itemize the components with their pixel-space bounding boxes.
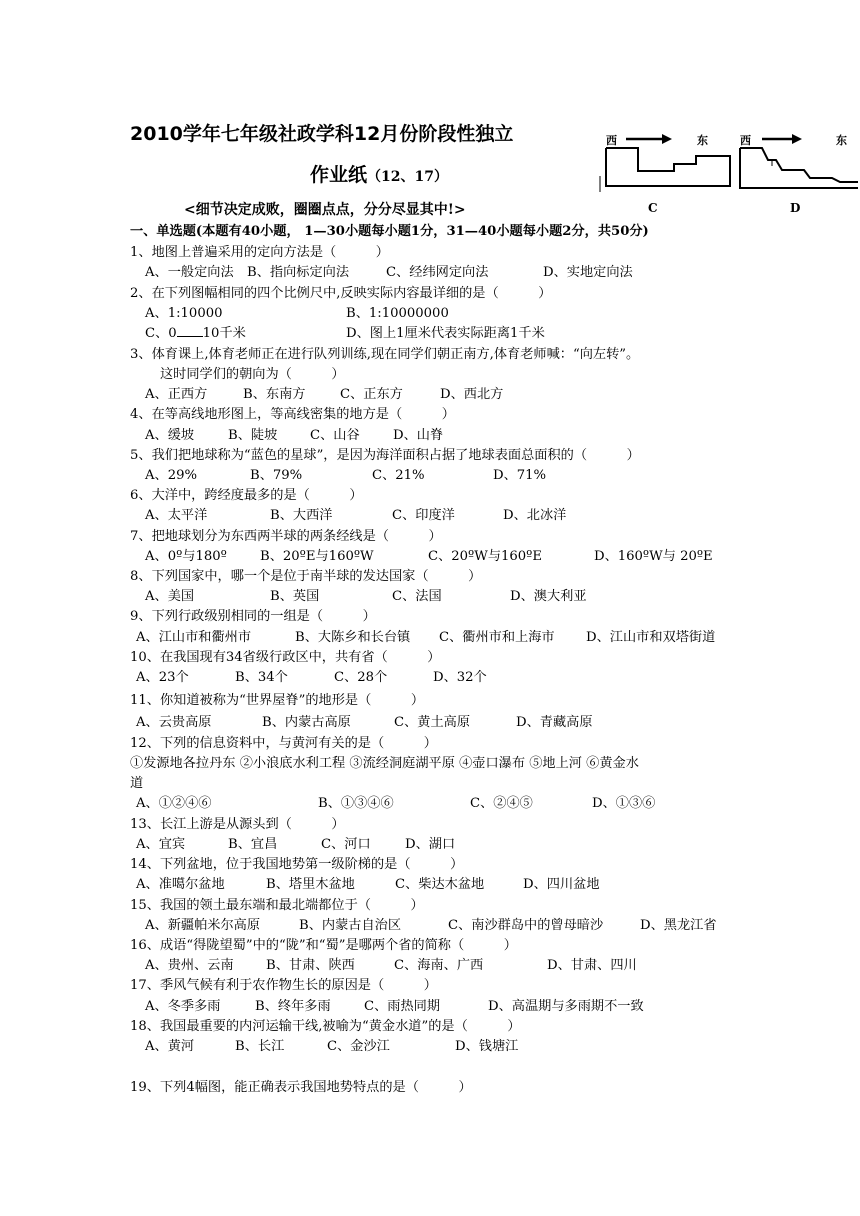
q17-option-a: A、冬季多雨 [145,999,221,1014]
q9-option-c: C、衢州市和上海市 [439,630,555,645]
q8-option-d: D、澳大利亚 [510,589,587,604]
page-subtitle [310,160,448,187]
q6-option-d: D、北冰洋 [503,508,567,523]
q16-option-c: C、海南、广西 [394,958,484,973]
q14-option-d: D、四川盆地 [523,877,600,892]
q11-option-c: C、黄土高原 [394,715,471,730]
q2-option-d: D、图上1厘米代表实际距离1千米 [346,326,545,341]
q7-stem: 7、把地球划分为东西两半球的两条经线是（ ） [130,529,442,544]
q3-stem: 3、体育课上,体育老师正在进行队列训练,现在同学们朝正南方,体育老师喊：“向左转”。 [130,347,640,362]
label-d: D [790,201,801,215]
q9-option-b: B、大陈乡和长台镇 [295,630,411,645]
q10-option-c: C、28个 [334,670,388,685]
q2-option-a: A、1:10000 [145,306,223,321]
q11-option-d: D、青藏高原 [516,715,593,730]
terrain-profile-figures [596,126,858,218]
q6-option-a: A、太平洋 [145,508,208,523]
q10-option-a: A、23个 [136,670,189,685]
q14-stem: 14、下列盆地，位于我国地势第一级阶梯的是（ ） [130,857,464,872]
q2-stem: 2、在下列图幅相同的四个比例尺中,反映实际内容最详细的是（ ） [130,286,552,301]
q12-option-d: D、①③⑥ [592,796,656,811]
q17-stem: 17、季风气候有利于农作物生长的原因是（ ） [130,978,437,993]
q10-stem: 10、在我国现有34省级行政区中，共有省（ ） [130,650,441,665]
q5-option-d: D、71% [493,468,547,483]
page-title: 2010学年七年级社政学科12月份阶段性独立 [130,123,514,145]
q3-option-c: C、正东方 [340,387,403,402]
q16-option-b: B、甘肃、陕西 [266,958,355,973]
subtitle-main: 作业纸 [310,164,368,186]
q4-option-c: C、山谷 [310,428,360,443]
west-label-d: 西 [740,134,751,147]
q4-option-a: A、缓坡 [145,428,195,443]
q11-option-a: A、云贵高原 [136,715,212,730]
q8-stem: 8、下列国家中，哪一个是位于南半球的发达国家（ ） [130,569,482,584]
q18-option-c: C、金沙江 [327,1039,390,1054]
q8-option-c: C、法国 [392,589,442,604]
q10-option-d: D、32个 [433,670,487,685]
q15-option-c: C、南沙群岛中的曾母暗沙 [448,918,604,933]
q17-option-c: C、雨热同期 [364,999,441,1014]
east-label-d: 东 [836,134,847,147]
q14-option-b: B、塔里木盆地 [266,877,355,892]
q2-option-c: C、0 10千米 [145,326,246,341]
q12-option-a: A、①②④⑥ [136,796,212,811]
q6-option-b: B、大西洋 [270,508,333,523]
arrow-head-c [662,134,672,144]
subtitle-date: （12、17） [367,169,448,185]
q1-stem: 1、地图上普遍采用的定向方法是（ ） [130,245,389,260]
q13-option-b: B、宜昌 [228,837,278,852]
q6-option-c: C、印度洋 [392,508,455,523]
figure-c [600,133,730,215]
q11-option-b: B、内蒙古高原 [262,715,351,730]
west-label-c: 西 [606,134,617,147]
q19-stem: 19、下列4幅图，能正确表示我国地势特点的是（ ） [130,1080,472,1095]
q1-option-a: A、一般定向法 [145,265,234,280]
q5-option-a: A、29% [145,468,198,483]
q4-option-b: B、陡坡 [228,428,278,443]
q15-option-d: D、黑龙江省 [640,918,717,933]
q12-info-list: ①发源地各拉丹东 ②小浪底水利工程 ③流经洞庭湖平原 ④壶口瀑布 ⑤地上河 ⑥黄金水 [130,756,639,771]
q8-option-a: A、美国 [145,589,195,604]
q4-option-d: D、山脊 [393,428,444,443]
east-label-c: 东 [697,134,708,147]
q13-option-c: C、河口 [321,837,371,852]
q18-stem: 18、我国最重要的内河运输干线,被喻为“黄金水道”的是（ ） [130,1019,521,1034]
q10-option-b: B、34个 [235,670,288,685]
q2-option-b: B、1:10000000 [346,306,449,321]
q1-option-d: D、实地定向法 [543,265,633,280]
q5-option-b: B、79% [250,468,303,483]
q9-option-a: A、江山市和衢州市 [136,630,252,645]
q4-stem: 4、在等高线地形图上，等高线密集的地方是（ ） [130,407,455,422]
arrow-head-d [792,134,802,144]
q7-option-a: A、0º与180º [145,549,227,564]
q17-option-d: D、高温期与多雨期不一致 [488,999,644,1014]
q13-option-a: A、宜宾 [136,837,186,852]
q12-info-list-cont: 道 [130,776,144,791]
q1-option-b: B、指向标定向法 [247,265,350,280]
q16-option-d: D、甘肃、四川 [547,958,637,973]
q3-stem-cont: 这时同学们的朝向为（ ） [160,367,345,382]
q13-option-d: D、湖口 [405,837,456,852]
q8-option-b: B、英国 [270,589,320,604]
q17-option-b: B、终年多雨 [255,999,331,1014]
profile-d-surface [740,148,858,182]
q9-stem: 9、下列行政级别相同的一组是（ ） [130,609,376,624]
q14-option-c: C、柴达木盆地 [395,877,485,892]
q7-option-b: B、20ºE与160ºW [260,549,374,564]
q5-option-c: C、21% [372,468,425,483]
q3-option-b: B、东南方 [243,387,306,402]
q9-option-d: D、江山市和双塔街道 [586,630,716,645]
q15-stem: 15、我国的领土最东端和最北端都位于（ ） [130,898,424,913]
section-1-heading: 一、单选题(本题有40小题， 1—30小题每小题1分，31—40小题每小题2分，共50分) [130,224,649,239]
q3-option-a: A、正西方 [145,387,208,402]
q7-option-c: C、20ºW与160ºE [428,549,542,564]
q3-option-d: D、西北方 [440,387,504,402]
q1-option-c: C、经纬网定向法 [386,265,489,280]
q18-option-a: A、黄河 [145,1039,195,1054]
q11-stem: 11、你知道被称为“世界屋脊”的地形是（ ） [130,693,425,708]
motto: <细节决定成败，圈圈点点，分分尽显其中!> [184,202,466,218]
q15-option-a: A、新疆帕米尔高原 [145,918,261,933]
q15-option-b: B、内蒙古自治区 [299,918,402,933]
q12-option-b: B、①③④⑥ [318,796,394,811]
q5-stem: 5、我们把地球称为“蓝色的星球”，是因为海洋面积占据了地球表面总面积的（ ） [130,448,640,463]
q18-option-d: D、钱塘江 [455,1039,519,1054]
q12-stem: 12、下列的信息资料中，与黄河有关的是（ ） [130,736,437,751]
q16-option-a: A、贵州、云南 [145,958,234,973]
figure-d [740,133,858,215]
q14-option-a: A、准噶尔盆地 [136,877,225,892]
profile-c [606,148,730,186]
q16-stem: 16、成语“得陇望蜀”中的“陇”和“蜀”是哪两个省的简称（ ） [130,938,517,953]
q13-stem: 13、长江上游是从源头到（ ） [130,817,345,832]
q7-option-d: D、160ºW与 20ºE [594,549,713,564]
q18-option-b: B、长江 [235,1039,285,1054]
q6-stem: 6、大洋中，跨经度最多的是（ ） [130,488,363,503]
q12-option-c: C、②④⑤ [470,796,533,811]
label-c: C [648,201,658,215]
